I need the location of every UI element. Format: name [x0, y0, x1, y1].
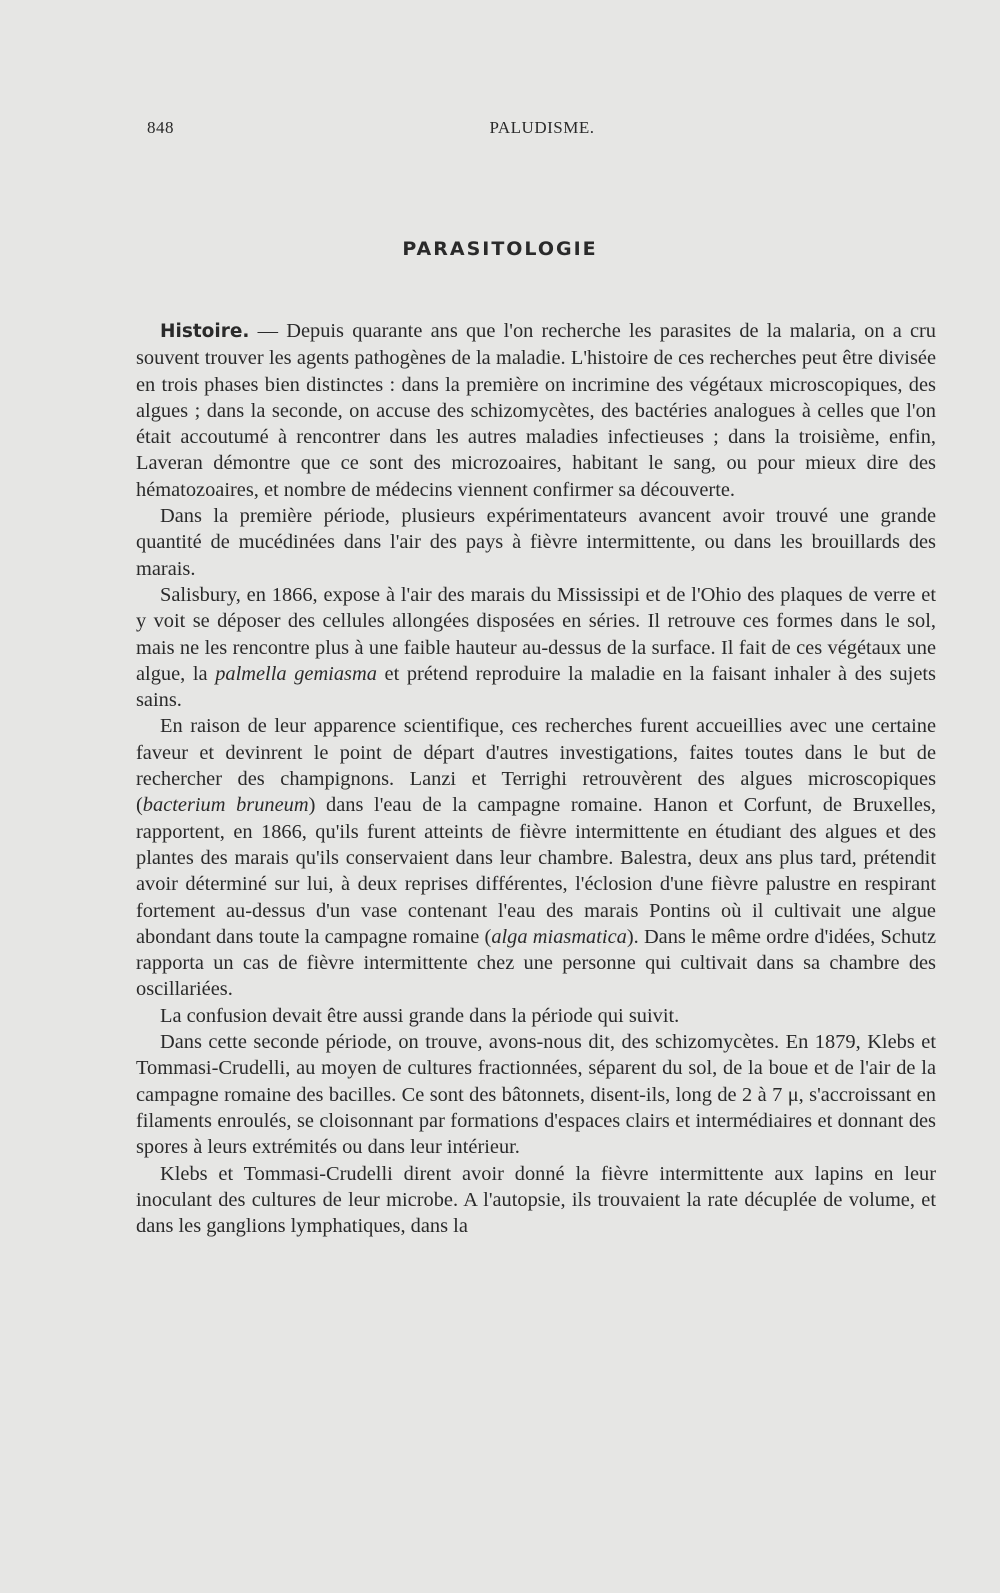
paragraph-text: Dans la première période, plusieurs expérimentateurs avancent avoir trouvé une grande quantité de mucédinées dans l'air des pays à fièvre intermittente, ou dans les brouillards des marais.	[136, 505, 936, 580]
section-title: PARASITOLOGIE	[402, 238, 598, 260]
paragraph-text: La confusion devait être aussi grande dans la période qui suivit.	[160, 1004, 680, 1027]
paragraph-text: Salisbury, en 1866, expose à l'air des marais du Mississipi et de l'Ohio des plaques de verre et y voit se déposer des cellules allongées disposées en séries. Il retrouve ces formes dans le sol, mais ne les rencontre plus à une faible hauteur au-dessus de la surface. Il fait de ces végétaux une algue, la	[136, 583, 936, 685]
paragraph	[136, 503, 936, 582]
body-text	[136, 318, 936, 1239]
page-header	[147, 118, 937, 148]
species-name: bacterium bruneum	[142, 794, 309, 817]
species-name: palmella gemiasma	[215, 662, 377, 685]
paragraph	[136, 1161, 936, 1240]
paragraph	[136, 1003, 936, 1029]
paragraph	[136, 318, 936, 503]
paragraph-text: et prétend reproduire la maladie en la faisant inhaler à des sujets sains.	[136, 662, 936, 712]
paragraph-text: Klebs et Tommasi-Crudelli dirent avoir donné la fièvre intermittente aux lapins en leur inoculant des cultures de leur microbe. A l'autopsie, ils trouvaient la rate décuplée de volume, et dans les ganglions lymphatiques, dans la	[136, 1162, 936, 1238]
paragraph-text: — Depuis quarante ans que l'on recherche les parasites de la malaria, on a cru souvent trouver les agents pathogènes de la maladie. L'histoire de ces recherches peut être divisée en trois phases bien distinctes : dans la première on incrimine des végétaux microscopiques, des algues ; dans la seconde, on accuse des schizomycètes, des bactéries analogues à celles que l'on était accoutumé à rencontrer dans les autres maladies infectieuses ; dans la troisième, enfin, Laveran démontre que ce sont des microzoaires, habitant le sang, ou pour mieux dire des hématozoaires, et nombre de médecins viennent confirmer sa découverte.	[136, 320, 936, 501]
species-name: alga miasmatica	[491, 925, 627, 948]
paragraph-text: ) dans l'eau de la campagne romaine. Hanon et Corfunt, de Bruxelles, rapportent, en 1866, qu'ils furent atteints de fièvre intermittente en étudiant des algues et des plantes des marais qu'ils conservaient dans leur chambre. Balestra, deux ans plus tard, prétendit avoir déterminé sur lui, à deux reprises différentes, l'éclosion d'une fièvre palustre en respirant fortement au-dessus d'un vase contenant l'eau des marais Pontins où il cultivait une algue abondant dans toute la campagne romaine (	[136, 794, 936, 948]
paragraph	[136, 713, 936, 1002]
paragraph-lead-in: Histoire.	[160, 321, 250, 342]
page-number: 848	[147, 118, 174, 137]
paragraph-text: En raison de leur apparence scientifique, ces recherches furent accueillies avec une certaine faveur et devinrent le point de départ d'autres investigations, faites toutes dans le but de rechercher des champignons. Lanzi et Terrighi retrouvèrent des algues microscopiques (	[136, 715, 936, 817]
paragraph-text: Dans cette seconde période, on trouve, avons-nous dit, des schizomycètes. En 1879, Klebs et Tommasi-Crudelli, au moyen de cultures fractionnées, séparent du sol, de la boue et de l'air de la campagne romaine des bacilles. Ce sont des bâtonnets, disent-ils, long de 2 à 7 μ, s'accroissant en filaments enroulés, se cloisonnant par formations d'espaces clairs et intermédiaires et donnant des spores à leurs extrémités ou dans leur intérieur.	[136, 1031, 936, 1159]
paragraph	[136, 582, 936, 713]
paragraph	[136, 1029, 936, 1160]
paragraph-text: ). Dans le même ordre d'idées, Schutz rapporta un cas de fièvre intermittente chez une personne qui cultivait dans sa chambre des oscillariées.	[136, 925, 936, 1001]
running-title: PALUDISME.	[489, 118, 595, 137]
